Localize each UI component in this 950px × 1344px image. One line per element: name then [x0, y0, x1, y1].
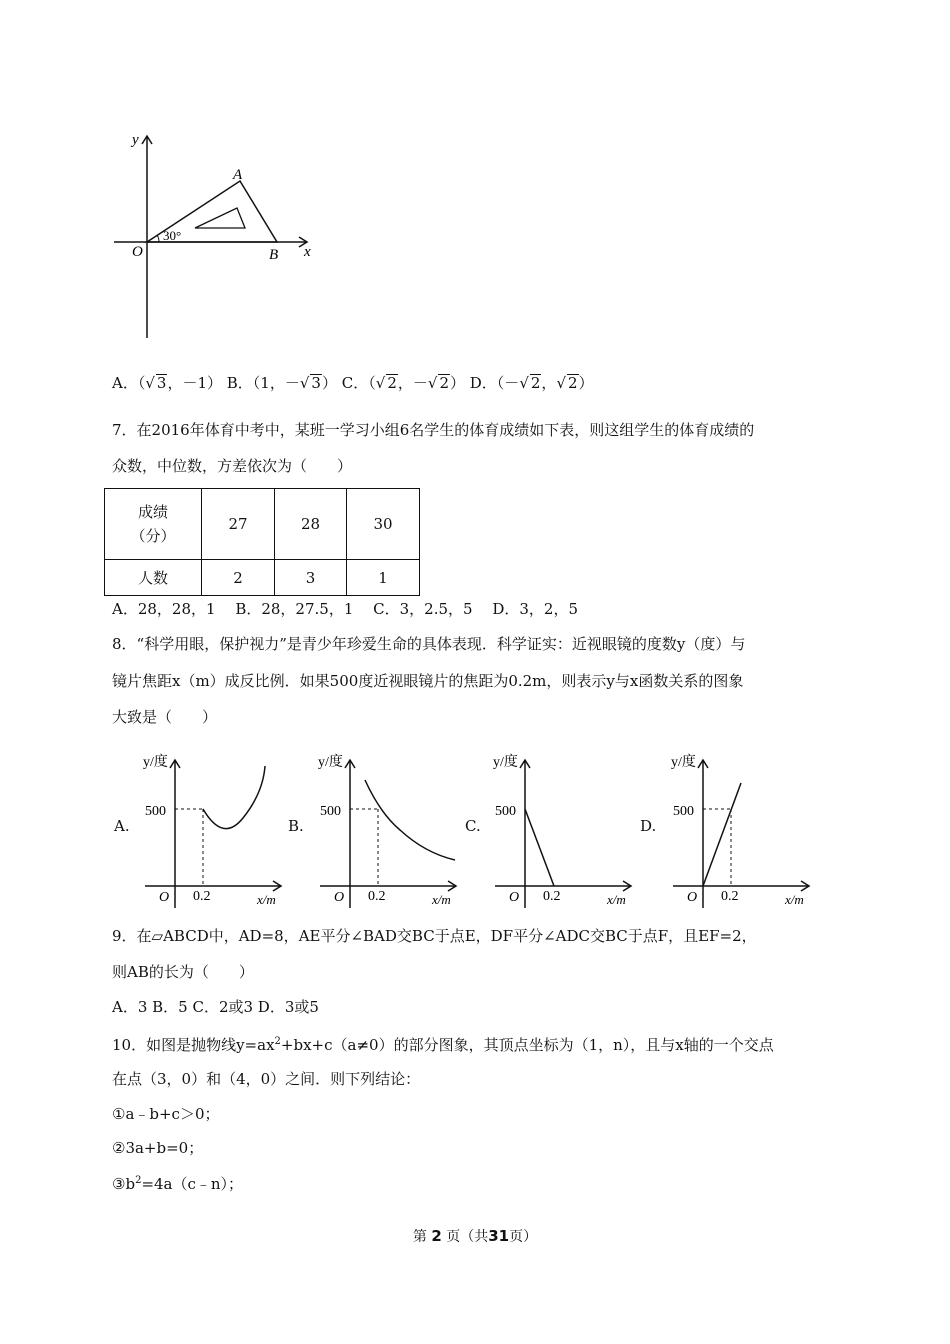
- svg-text:x/m: x/m: [785, 892, 804, 907]
- q8-stem-line1: 8．“科学用眼，保护视力”是青少年珍爱生命的具体表现．科学证实：近视眼镜的度数y（度）与: [112, 635, 746, 653]
- q6-x-label: x: [304, 244, 311, 260]
- q7-stem-line2: 众数，中位数，方差依次为（ ）: [112, 457, 353, 475]
- q7-options: A．28，28，1 B．28，27.5，1 C．3，2.5，5 D．3，2，5: [112, 600, 578, 618]
- q9-options: A．3 B．5 C．2或3 D．3或5: [112, 998, 319, 1016]
- q8-graph-b: [310, 748, 460, 913]
- q10-conclusion-3: $③b^2=4a(c﹣n)$；: [112, 1175, 244, 1193]
- q7-score-cell: 28: [275, 489, 347, 560]
- q7-count-cell: 1: [347, 560, 420, 596]
- q6-figure: [112, 128, 322, 343]
- q10-stem-line1: 10．如图是抛物线$y=ax^2+bx+c(a\ne 0)$的部分图象，其顶点坐标为（1，n），且与x轴的一个交点: [112, 1036, 774, 1054]
- q7-score-cell: 27: [202, 489, 275, 560]
- q10-stem-line2: 在点（3，0）和（4，0）之间．则下列结论：: [112, 1070, 421, 1088]
- svg-text:y/度: y/度: [493, 755, 518, 770]
- q8-stem-line2: 镜片焦距x（m）成反比例．如果500度近视眼镜片的焦距为0.2m，则表示y与x函数关系的图象: [112, 672, 744, 690]
- svg-text:x/m: x/m: [257, 892, 276, 907]
- svg-text:0.2: 0.2: [543, 889, 561, 904]
- svg-text:0.2: 0.2: [721, 889, 739, 904]
- svg-text:0.2: 0.2: [193, 889, 211, 904]
- page-number: 2: [431, 1227, 442, 1245]
- svg-text:O: O: [159, 890, 170, 905]
- q9-stem-line2: 则AB的长为（ ）: [112, 963, 254, 981]
- q6-y-label: y: [132, 132, 139, 148]
- q8-stem-line3: 大致是（ ）: [112, 708, 218, 726]
- q8-option-b-label: B.: [288, 817, 304, 835]
- q6-point-b-label: B: [269, 247, 279, 263]
- q10-conclusion-1: ①a﹣b+c＞0；: [112, 1105, 220, 1123]
- q6-origin-label: O: [132, 244, 143, 260]
- svg-text:y/度: y/度: [318, 755, 343, 770]
- q7-count-cell: 2: [202, 560, 275, 596]
- svg-text:y/度: y/度: [671, 755, 696, 770]
- svg-text:y/度: y/度: [143, 755, 168, 770]
- svg-text:O: O: [509, 890, 520, 905]
- q8-option-a-label: A.: [114, 817, 130, 835]
- q8-option-c-label: C.: [465, 817, 481, 835]
- q7-score-cell: 30: [347, 489, 420, 560]
- q10-conclusion-2: ②3a+b=0；: [112, 1139, 204, 1157]
- q8-graph-c: [485, 748, 635, 913]
- q7-header-cell: 成绩 （分）: [105, 489, 202, 560]
- q8-graph-d: [663, 748, 813, 913]
- q7-score-table: [104, 488, 420, 596]
- q6-a-radicand: 3: [156, 374, 167, 392]
- q6-point-a-label: A: [233, 167, 243, 183]
- svg-text:x/m: x/m: [432, 892, 451, 907]
- q6-inner-triangle: [195, 208, 245, 228]
- page-footer: 第 2 页（共31页）: [412, 1227, 538, 1245]
- svg-text:500: 500: [145, 804, 166, 819]
- q6-d-radicand-1: 2: [530, 374, 541, 392]
- q9-stem-line1: 9．在▱ABCD中，AD=8，AE平分∠BAD交BC于点E，DF平分∠ADC交BC于点F，且EF=2，: [112, 927, 757, 945]
- q6-options: A．（√ 3，－1） B．（1，－√ 3） C．（√ 2，－√ 2） D．（－√ 2，√ 2）: [112, 374, 594, 392]
- svg-text:O: O: [687, 890, 698, 905]
- q7-stem-line1: 7．在2016年体育中考中，某班一学习小组6名学生的体育成绩如下表，则这组学生的体育成绩的: [112, 421, 755, 439]
- svg-text:0.2: 0.2: [368, 889, 386, 904]
- svg-text:500: 500: [320, 804, 341, 819]
- page-total: 31: [488, 1227, 510, 1245]
- svg-text:500: 500: [495, 804, 516, 819]
- q6-c-radicand-1: 2: [387, 374, 397, 392]
- q6-b-radicand: 3: [311, 374, 321, 392]
- q6-angle-arc: [157, 235, 159, 242]
- q6-c-radicand-2: 2: [439, 374, 449, 392]
- q6-d-radicand-2: 2: [568, 374, 578, 392]
- q8-graph-a: [135, 748, 285, 913]
- svg-text:x/m: x/m: [607, 892, 626, 907]
- q7-count-cell: 3: [275, 560, 347, 596]
- q8-option-d-label: D.: [640, 817, 657, 835]
- svg-text:500: 500: [673, 804, 694, 819]
- q6-angle-label: 30°: [163, 228, 182, 243]
- svg-text:O: O: [334, 890, 345, 905]
- q7-row-label: 人数: [105, 560, 202, 596]
